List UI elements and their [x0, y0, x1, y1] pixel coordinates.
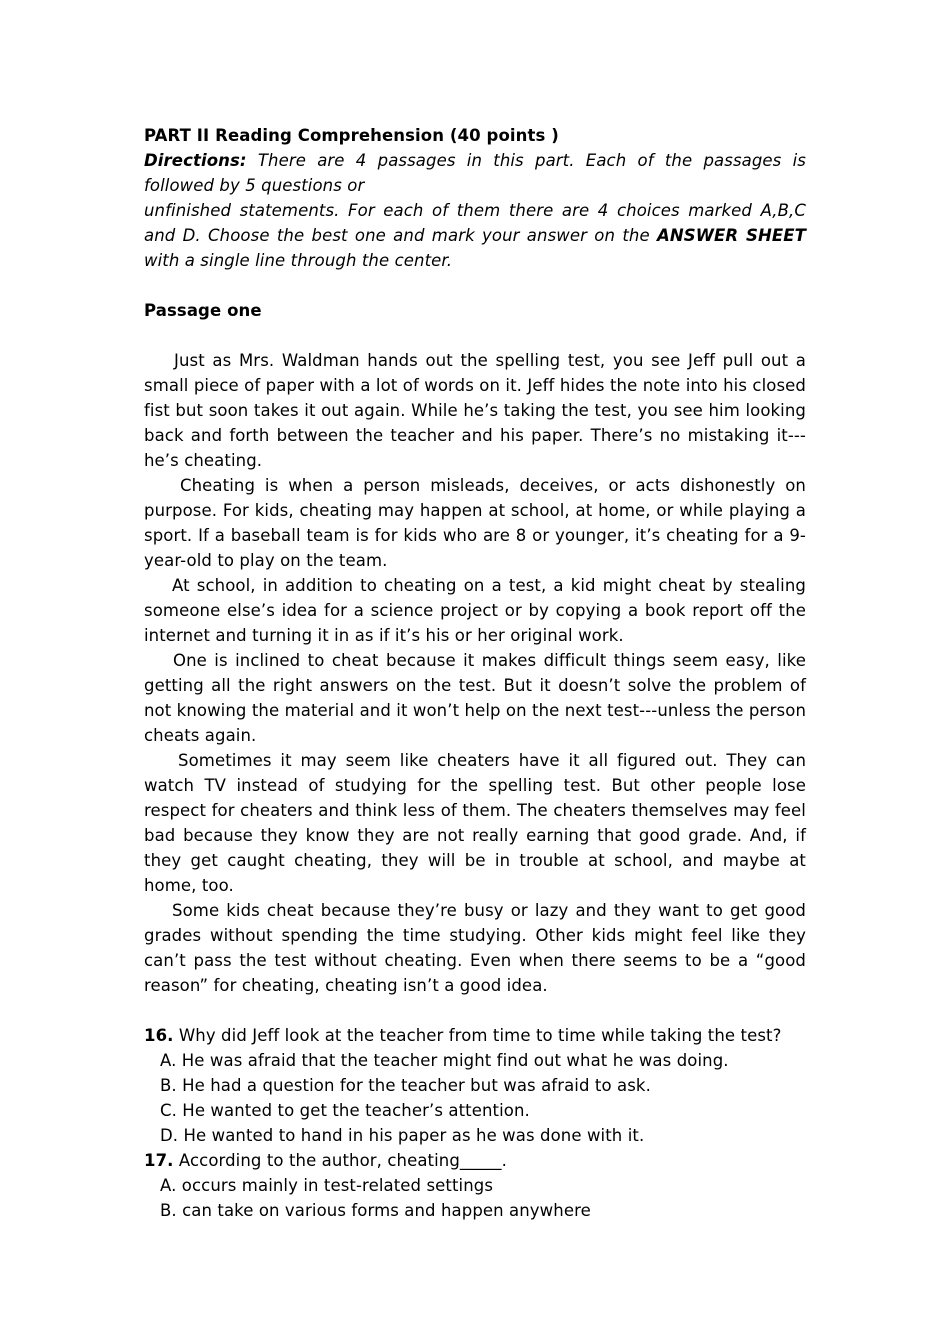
directions-continued — [144, 198, 806, 273]
question-text: According to the author, cheating_____. — [173, 1151, 508, 1170]
spacer — [144, 273, 806, 298]
question-number: 16. — [144, 1026, 174, 1045]
spacer — [144, 998, 806, 1023]
option-b: B. can take on various forms and happen anywhere — [160, 1201, 591, 1220]
directions-label: Directions: — [144, 151, 247, 170]
passage-paragraph: Cheating is when a person misleads, deceives, or acts dishonestly on purpose. For kids, cheating may happen at school, at home, or while playing a sport. If a baseball team is for kids who are 8 or younger, it’s cheating for a 9-year-old to play on the team. — [144, 476, 806, 570]
directions — [144, 148, 806, 198]
option-a: A. occurs mainly in test-related settings — [160, 1176, 494, 1195]
question-17 — [144, 1148, 806, 1173]
passage-paragraph: Sometimes it may seem like cheaters have it all figured out. They can watch TV instead of studying for the spelling test. But other people lose respect for cheaters and think less of them. The cheaters themselves may feel bad because they know they are not really earning that good grade. And, if they get caught cheating, they will be in trouble at school, and maybe at home, too. — [144, 751, 806, 895]
option-c: C. He wanted to get the teacher’s attention. — [160, 1101, 530, 1120]
option-d: D. He wanted to hand in his paper as he was done with it. — [160, 1126, 645, 1145]
passage-paragraph: Just as Mrs. Waldman hands out the spelling test, you see Jeff pull out a small piece of paper with a lot of words on it. Jeff hides the note into his closed fist but soon takes it out again. While he’s taking the test, you see him looking back and forth between the teacher and his paper. There’s no mistaking it---he’s cheating. — [144, 351, 806, 470]
directions-text-2b: with a single line through the center. — [144, 251, 453, 270]
option-b: B. He had a question for the teacher but was afraid to ask. — [160, 1076, 651, 1095]
question-text: Why did Jeff look at the teacher from time to time while taking the test? — [173, 1026, 782, 1045]
passage-paragraph: Some kids cheat because they’re busy or lazy and they want to get good grades without spending the time studying. Other kids might feel like they can’t pass the test without cheating. Even when there seems to be a “good reason” for cheating, cheating isn’t a good idea. — [144, 901, 806, 995]
question-number: 17. — [144, 1151, 174, 1170]
passage-title: Passage one — [144, 301, 262, 320]
answer-sheet-emphasis: ANSWER SHEET — [656, 226, 806, 245]
passage-paragraph: One is inclined to cheat because it makes difficult things seem easy, like getting all the right answers on the test. But it doesn’t solve the problem of not knowing the material and it won’t help on the next test---unless the person cheats again. — [144, 651, 806, 745]
question-16 — [144, 1023, 806, 1048]
passage-paragraph: At school, in addition to cheating on a test, a kid might cheat by stealing someone else’s idea for a science project or by copying a book report off the internet and turning it in as if it’s his or her original work. — [144, 576, 806, 645]
directions-text-2a: unfinished statements. For each of them there are 4 choices marked A,B,C and D. Choose the best one and mark your answer on the — [144, 201, 806, 245]
document-page — [144, 123, 806, 1223]
part-title: PART II Reading Comprehension (40 points ) — [144, 126, 559, 145]
spacer — [144, 323, 806, 348]
option-a: A. He was afraid that the teacher might find out what he was doing. — [160, 1051, 729, 1070]
directions-text-1: There are 4 passages in this part. Each of the passages is followed by 5 questions or — [144, 151, 806, 195]
